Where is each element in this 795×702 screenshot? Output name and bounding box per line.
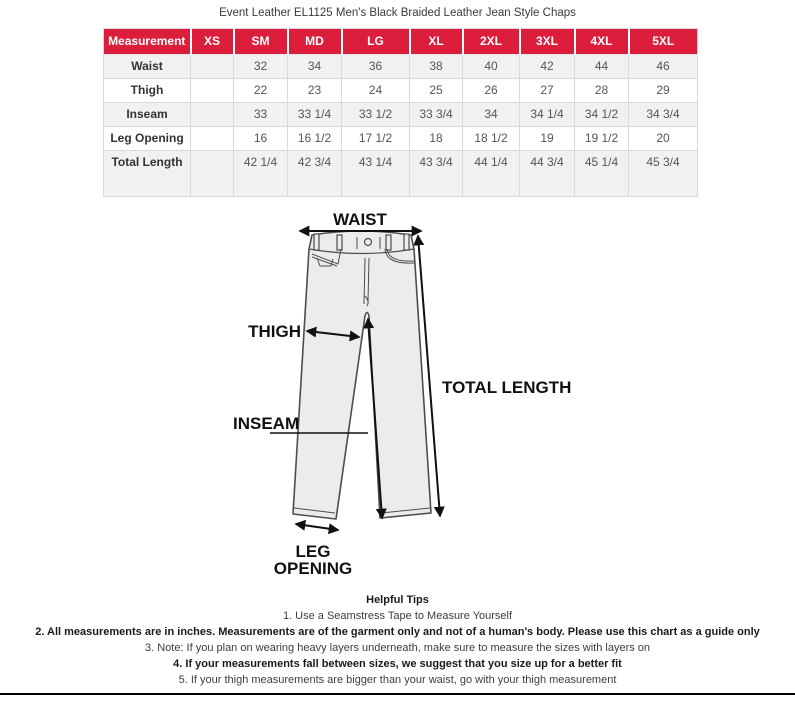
column-header: LG	[342, 29, 410, 55]
size-cell: 26	[463, 79, 520, 103]
size-cell: 32	[234, 55, 288, 79]
size-cell: 18	[410, 127, 463, 151]
belt-loop	[314, 234, 319, 250]
column-header: MD	[288, 29, 342, 55]
size-cell: 20	[629, 127, 698, 151]
size-cell: 34	[463, 103, 520, 127]
inseam-label: INSEAM	[233, 414, 300, 433]
column-header: 4XL	[575, 29, 629, 55]
size-cell: 25	[410, 79, 463, 103]
column-header: XS	[191, 29, 234, 55]
thigh-label: THIGH	[248, 322, 301, 341]
size-cell: 33 1/2	[342, 103, 410, 127]
size-cell: 45 1/4	[575, 151, 629, 197]
size-cell: 33 3/4	[410, 103, 463, 127]
size-cell: 42 1/4	[234, 151, 288, 197]
column-header: XL	[410, 29, 463, 55]
leg-opening-arrow	[296, 524, 338, 530]
tip-line: 3. Note: If you plan on wearing heavy layers underneath, make sure to measure the sizes with layers on	[144, 642, 651, 654]
table-row	[104, 55, 698, 79]
size-table-header-row	[104, 29, 698, 55]
tips-list	[0, 608, 795, 688]
size-cell	[191, 103, 234, 127]
tip-line: 4. If your measurements fall between sizes, we suggest that you size up for a better fit	[173, 658, 622, 670]
size-cell: 33 1/4	[288, 103, 342, 127]
size-cell: 18 1/2	[463, 127, 520, 151]
size-cell: 44	[575, 55, 629, 79]
pants-illustration	[293, 231, 431, 519]
belt-loop	[337, 235, 342, 250]
pants-measurement-diagram	[228, 202, 578, 582]
table-row	[104, 79, 698, 103]
size-cell: 19	[520, 127, 575, 151]
column-header: Measurement	[104, 29, 191, 55]
tip-line: 5. If your thigh measurements are bigger than your waist, go with your thigh measurement	[178, 674, 617, 686]
row-label: Total Length	[104, 151, 191, 197]
size-cell: 42 3/4	[288, 151, 342, 197]
size-cell: 34	[288, 55, 342, 79]
size-cell: 17 1/2	[342, 127, 410, 151]
size-cell: 19 1/2	[575, 127, 629, 151]
size-cell: 45 3/4	[629, 151, 698, 197]
bottom-divider	[0, 693, 795, 695]
size-cell: 24	[342, 79, 410, 103]
size-cell: 40	[463, 55, 520, 79]
leg-opening-label-line2: OPENING	[273, 559, 353, 578]
total-length-label: TOTAL LENGTH	[442, 378, 572, 397]
size-cell: 16 1/2	[288, 127, 342, 151]
size-cell: 36	[342, 55, 410, 79]
size-cell: 27	[520, 79, 575, 103]
size-cell: 33	[234, 103, 288, 127]
size-cell: 29	[629, 79, 698, 103]
leg-opening-label-line1: LEG	[295, 542, 331, 561]
column-header: 2XL	[463, 29, 520, 55]
table-row	[104, 103, 698, 127]
size-cell: 44 3/4	[520, 151, 575, 197]
size-cell	[191, 79, 234, 103]
column-header: 3XL	[520, 29, 575, 55]
row-label: Leg Opening	[104, 127, 191, 151]
size-cell: 38	[410, 55, 463, 79]
size-cell: 28	[575, 79, 629, 103]
column-header: 5XL	[629, 29, 698, 55]
table-row	[104, 127, 698, 151]
waist-label: WAIST	[333, 210, 387, 229]
size-cell: 34 1/4	[520, 103, 575, 127]
helpful-tips-section	[0, 592, 795, 688]
size-cell	[191, 55, 234, 79]
size-table-body	[104, 55, 698, 197]
size-cell: 34 3/4	[629, 103, 698, 127]
column-header: SM	[234, 29, 288, 55]
size-cell: 43 1/4	[342, 151, 410, 197]
size-cell	[191, 127, 234, 151]
pants-diagram-svg	[228, 202, 578, 582]
tip-line: 2. All measurements are in inches. Measurements are of the garment only and not of a human's body. Please use this chart as a guide only	[35, 626, 760, 638]
tips-heading: Helpful Tips	[366, 594, 429, 606]
size-cell: 43 3/4	[410, 151, 463, 197]
size-cell: 44 1/4	[463, 151, 520, 197]
table-row	[104, 151, 698, 197]
size-chart-table	[103, 28, 698, 197]
pants-outline	[293, 231, 431, 519]
size-cell: 46	[629, 55, 698, 79]
row-label: Waist	[104, 55, 191, 79]
size-cell: 23	[288, 79, 342, 103]
page-title: Event Leather EL1125 Men's Black Braided Leather Jean Style Chaps	[219, 7, 576, 19]
size-cell	[191, 151, 234, 197]
belt-loop	[386, 235, 391, 250]
size-cell: 16	[234, 127, 288, 151]
size-cell: 42	[520, 55, 575, 79]
size-cell: 22	[234, 79, 288, 103]
size-cell: 34 1/2	[575, 103, 629, 127]
tip-line: 1. Use a Seamstress Tape to Measure Yourself	[282, 610, 513, 622]
button	[365, 239, 372, 246]
row-label: Thigh	[104, 79, 191, 103]
row-label: Inseam	[104, 103, 191, 127]
belt-loop	[404, 234, 409, 250]
